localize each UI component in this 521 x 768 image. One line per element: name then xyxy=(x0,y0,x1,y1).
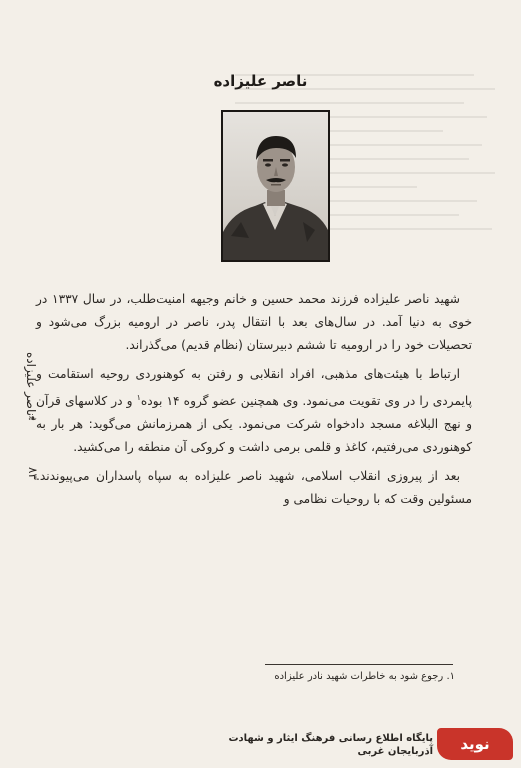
footnote-divider xyxy=(265,664,453,665)
paragraph-2-text: ارتباط با هیئت‌های مذهبی، افراد انقلابی و رفتن به کوهنوردی روحیه استقامت و پایمردی را در وی تقویت می‌نمود. وی همچنین عضو گروه ۱۴ بوده xyxy=(36,367,472,409)
page-title: ناصر علیزاده xyxy=(213,72,308,90)
paragraph-2-continued: و در کلاسهای قرآن و نهج البلاغه مسجد دادخواه شرکت می‌نمود. یکی از همرزمانش می‌گوید: هر بار به کوهنوردی می‌رفتیم، کاغذ و قلمی برمی داشت و کروکی آن منطقه را می‌کشید. xyxy=(36,394,472,455)
portrait-illustration xyxy=(223,112,328,260)
page-number: ۸۳ xyxy=(26,467,40,480)
portrait-photo xyxy=(221,110,330,262)
watermark-logo: نوید xyxy=(437,728,513,760)
body-text xyxy=(36,288,472,517)
paragraph-2 xyxy=(36,363,472,459)
ornament-icon: ❧ xyxy=(26,412,39,425)
paragraph-3: بعد از پیروزی انقلاب اسلامی، شهید ناصر علیزاده به سپاه پاسداران می‌پیوندند. مسئولین وقت که با روحیات نظامی و xyxy=(36,469,472,507)
footnote-marker: ۱ xyxy=(136,393,141,402)
running-head-title: ناصر علیزاده xyxy=(24,352,38,416)
running-head xyxy=(24,352,44,462)
paragraph-1: شهید ناصر علیزاده فرزند محمد حسین و خانم وجیهه امنیت‌طلب، در سال ۱۳۳۷ در خوی به دنیا آمد. در سال‌های بعد با انتقال پدر، ناصر در ارومیه بزرگ می‌شود و تحصیلات خود را در ارومیه تا ششم دبیرستان (نظام قدیم) می‌گذراند. xyxy=(36,292,472,352)
watermark-text: پایگاه اطلاع رسانی فرهنگ ایثار و شهادت آذربایجان غربی xyxy=(228,733,433,757)
footnote: ۱. رجوع شود به خاطرات شهید نادر علیزاده xyxy=(274,671,455,682)
watermark xyxy=(193,728,513,762)
